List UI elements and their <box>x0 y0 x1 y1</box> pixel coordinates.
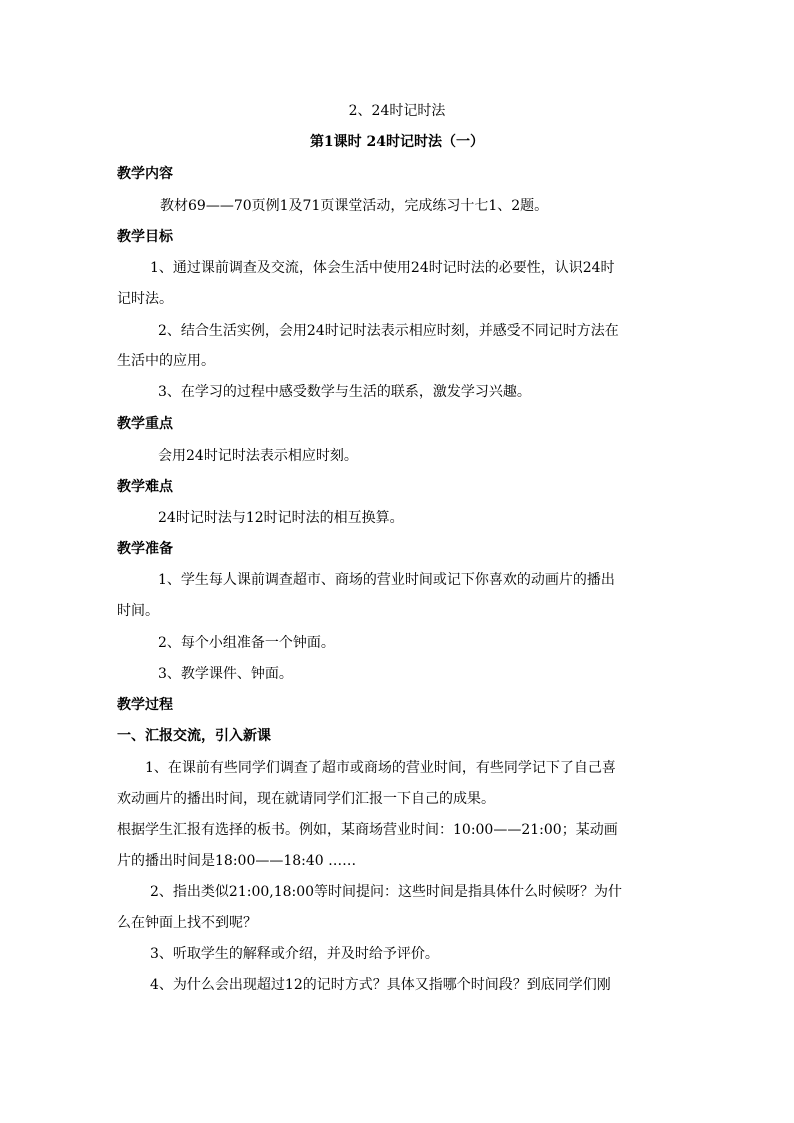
document-title: 2、24时记时法 <box>348 103 446 119</box>
content-text: 教材69——70页例1及71页课堂活动，完成练习十七1、2题。 <box>160 198 549 214</box>
goal-2-line-2: 生活中的应用。 <box>117 353 215 369</box>
step-4-line-1: 4、为什么会出现超过12的记时方式？具体又指哪个时间段？到底同学们刚 <box>150 977 611 993</box>
goal-1-line-2: 记时法。 <box>117 291 173 307</box>
step-1-line-1: 1、在课前有些同学们调查了超市或商场的营业时间，有些同学记下了自己喜 <box>145 760 616 776</box>
difficulty-text: 24时记时法与12时记时法的相互换算。 <box>158 510 404 526</box>
difficulty-heading: 教学难点 <box>117 479 173 495</box>
step-1-line-3: 根据学生汇报有选择的板书。例如，某商场营业时间：10:00——21:00；某动画 <box>117 822 618 838</box>
part-1-heading: 一、汇报交流，引入新课 <box>117 728 271 744</box>
prep-1-line-1: 1、学生每人课前调查超市、商场的营业时间或记下你喜欢的动画片的播出 <box>158 572 615 588</box>
key-text: 会用24时记时法表示相应时刻。 <box>158 448 358 464</box>
step-1-line-2: 欢动画片的播出时间，现在就请同学们汇报一下自己的成果。 <box>117 791 495 807</box>
step-3: 3、听取学生的解释或介绍，并及时给予评价。 <box>150 946 439 962</box>
goal-1-line-1: 1、通过课前调查及交流，体会生活中使用24时记时法的必要性，认识24时 <box>150 260 615 276</box>
lesson-subtitle: 第1课时 24时记时法（一） <box>309 134 485 150</box>
step-2-line-1: 2、指出类似21:00,18:00等时间提问：这些时间是指具体什么时候呀？为什 <box>150 884 623 900</box>
prep-1-line-2: 时间。 <box>117 603 159 619</box>
goals-heading: 教学目标 <box>117 229 173 245</box>
prep-3: 3、教学课件、钟面。 <box>158 666 293 682</box>
step-1-line-4: 片的播出时间是18:00——18:40 …… <box>117 853 357 869</box>
process-heading: 教学过程 <box>117 697 173 713</box>
prep-2: 2、每个小组准备一个钟面。 <box>158 635 335 651</box>
key-heading: 教学重点 <box>117 416 173 432</box>
step-2-line-2: 么在钟面上找不到呢？ <box>117 915 257 931</box>
prep-heading: 教学准备 <box>117 541 173 557</box>
goal-3: 3、在学习的过程中感受数学与生活的联系，激发学习兴趣。 <box>158 384 531 400</box>
goal-2-line-1: 2、结合生活实例，会用24时记时法表示相应时刻，并感受不同记时方法在 <box>158 323 619 339</box>
content-heading: 教学内容 <box>117 166 173 182</box>
